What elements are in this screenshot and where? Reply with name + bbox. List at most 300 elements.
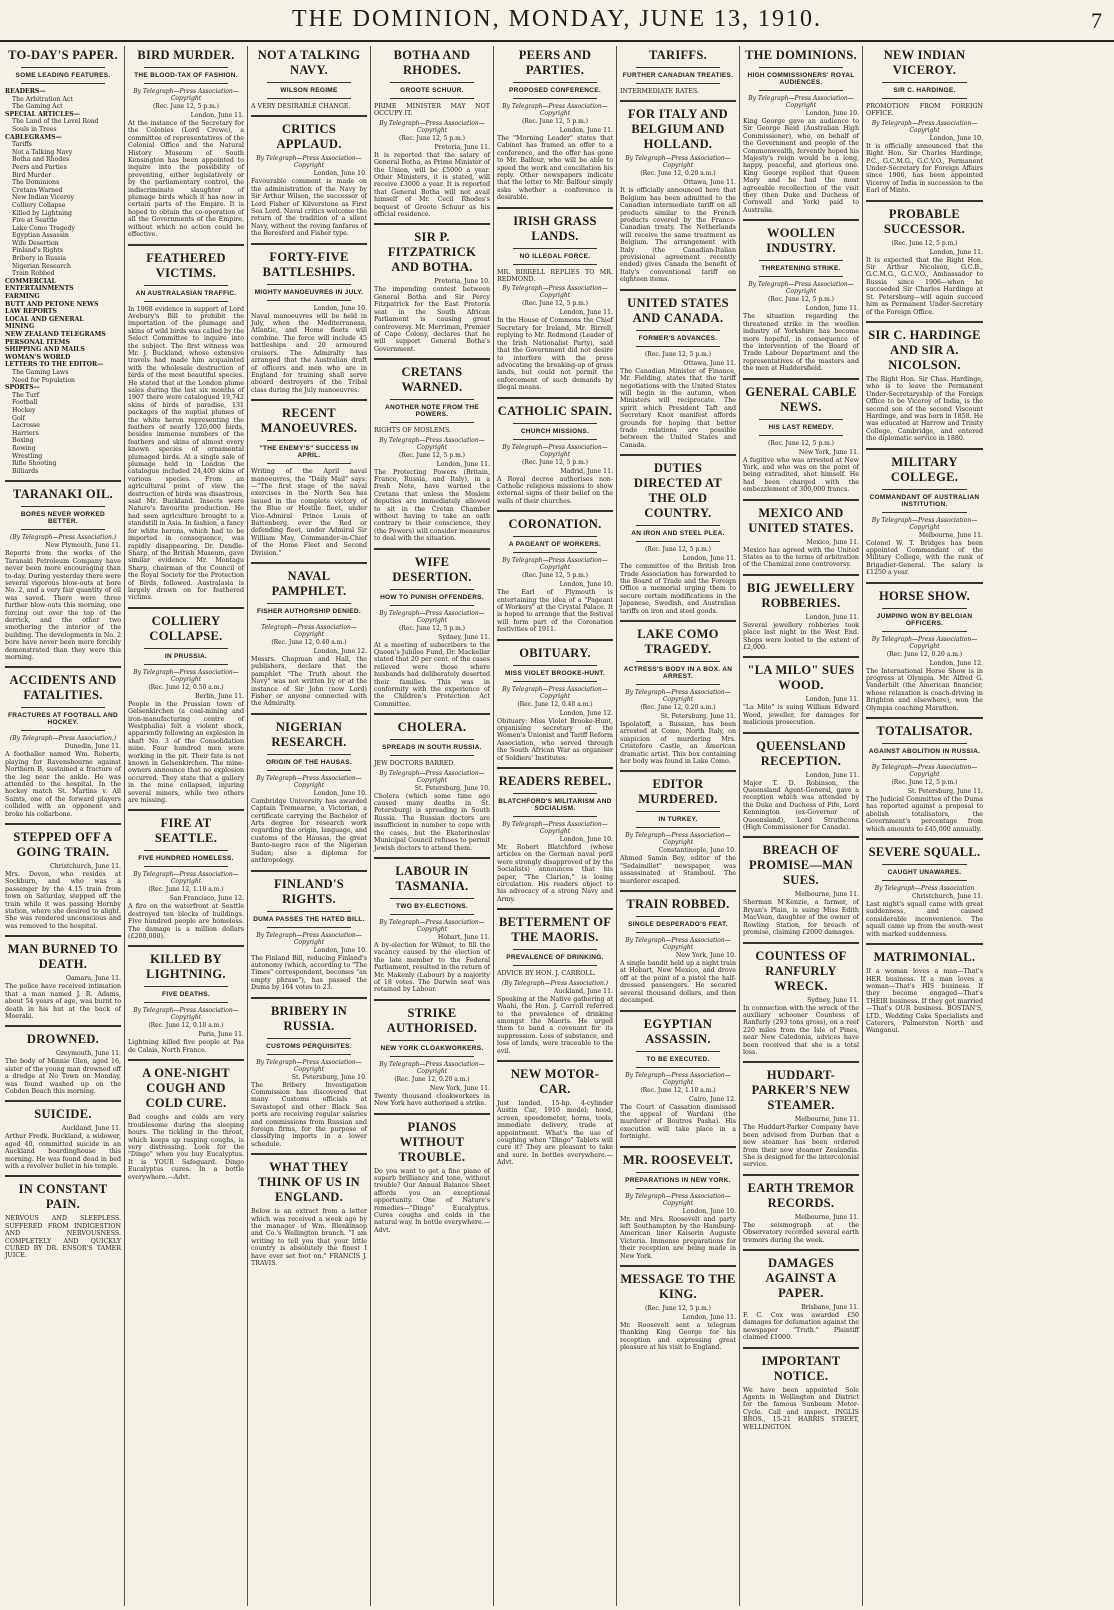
article-body: The body of Minnie Glen, aged 16, sister of the young man drowned off a dredge at No Town on Monday, was found washed up on the Cobden Beach this morning. bbox=[5, 1058, 121, 1095]
divider bbox=[759, 67, 843, 68]
place-date: Auckland, June 11. bbox=[553, 987, 613, 995]
headline: WHAT THEY THINK OF US IN ENGLAND. bbox=[257, 1160, 360, 1205]
headline: BOTHA AND RHODES. bbox=[393, 48, 471, 77]
index-item bbox=[5, 263, 121, 271]
article-body: The impending contest between General Botha and Sir Percy Fitzpatrick for the East Pretoria seat in the South African Parliament is causing great controversy. Mr. Merriman, Premier of Cape Colony, declares that he will support General Botha's Government. bbox=[374, 286, 490, 353]
dateline: Telegraph—Press Association—Copyright bbox=[261, 624, 357, 638]
article bbox=[620, 289, 736, 449]
headline: MEXICO AND UNITED STATES. bbox=[748, 505, 854, 535]
divider bbox=[636, 330, 720, 331]
index-item-label: Need for Population bbox=[12, 376, 76, 384]
index-item bbox=[5, 240, 121, 248]
index-item-label: Egyptian Assassin bbox=[12, 232, 69, 240]
article bbox=[743, 48, 859, 214]
headline: IMPORTANT NOTICE. bbox=[761, 1353, 841, 1383]
subheadline: THREATENING STRIKE. bbox=[761, 265, 841, 273]
index-item-label: Tariffs bbox=[12, 141, 32, 149]
headline: COLLIERY COLLAPSE. bbox=[149, 613, 223, 643]
divider bbox=[144, 1002, 228, 1003]
received-time: (Rec. June 12, 0.40 a.m.) bbox=[271, 639, 347, 646]
headline: PIANOS WITHOUT TROUBLE. bbox=[398, 1119, 466, 1164]
divider bbox=[513, 665, 597, 666]
section-rule bbox=[497, 767, 613, 769]
subheadline: FISHER AUTHORSHIP DENIED. bbox=[257, 608, 361, 615]
received-time: (Rec. June 12, 5 p.m.) bbox=[767, 296, 835, 304]
place-date: Brisbane, June 11. bbox=[801, 1304, 859, 1311]
article bbox=[128, 809, 244, 940]
section-rule bbox=[620, 454, 736, 456]
index-item bbox=[5, 179, 121, 187]
place-date: Paris, June 11. bbox=[198, 1031, 244, 1039]
divider bbox=[267, 603, 351, 604]
headline: A ONE-NIGHT COUGH AND COLD CURE. bbox=[142, 1066, 230, 1111]
section-rule bbox=[374, 999, 490, 1001]
article bbox=[374, 48, 490, 118]
index-item-label: Wife Desertion bbox=[12, 239, 59, 247]
section-rule bbox=[866, 448, 983, 450]
article bbox=[497, 510, 613, 633]
article-body: In the House of Commons the Chief Secretary for Ireland, Mr. Birrell, replying to Mr. Redmond (Leader of the Irish Nationalist Party), said that the Government did not desire to interfere with the press advocating the breaking-up of grass lands, but could not permit the enforcement of such demands by illegal means. bbox=[497, 317, 613, 392]
section-rule bbox=[5, 480, 121, 482]
subheadline: ACTRESS'S BODY IN A BOX. AN ARREST. bbox=[623, 666, 733, 680]
dateline: (By Telegraph—Press Association.) bbox=[9, 735, 117, 743]
index-item-label: Cretans Warned bbox=[12, 186, 63, 194]
divider bbox=[21, 67, 105, 68]
divider bbox=[636, 1188, 720, 1189]
divider bbox=[636, 684, 720, 685]
subheadline: PREVALENCE OF DRINKING. bbox=[506, 954, 604, 962]
article-body: Ahmed Samin Bey, editor of the "Sedaimillet" newspaper, was assassinated at Stamboul. The murderer escaped. bbox=[620, 855, 736, 885]
place-date: London, June 11. bbox=[682, 555, 736, 563]
section-rule bbox=[743, 1347, 859, 1349]
section-rule bbox=[743, 1174, 859, 1176]
section-rule bbox=[251, 115, 367, 117]
index-item bbox=[5, 194, 121, 202]
divider bbox=[882, 864, 967, 865]
article-body: MR. BIRRELL REPLIES TO MR. REDMOND. bbox=[497, 268, 613, 284]
headline: GENERAL CABLE NEWS. bbox=[745, 384, 857, 414]
article-body: It is officially announced that the Right Hon. Sir Charles Hardinge, P.C., G.C.M.G., G.C.V.O., Permanent Under-Secretary for Foreign Affairs since 1906, has been appointed Viceroy of India in succession to the Earl of Minto. bbox=[866, 142, 983, 195]
section-rule bbox=[251, 1153, 367, 1155]
headline: TRAIN ROBBED. bbox=[626, 897, 730, 912]
divider bbox=[882, 759, 967, 760]
headline: FINLAND'S RIGHTS. bbox=[273, 876, 345, 906]
section-rule bbox=[5, 666, 121, 668]
place-date: Mexico, June 11. bbox=[806, 538, 859, 546]
divider bbox=[636, 827, 720, 828]
headline: HORSE SHOW. bbox=[878, 588, 971, 603]
headline: READERS REBEL. bbox=[498, 774, 612, 789]
subheadline: TO BE EXECUTED. bbox=[646, 1055, 710, 1063]
divider bbox=[267, 911, 351, 912]
place-date: London, June 11. bbox=[805, 613, 859, 621]
article bbox=[5, 1175, 121, 1259]
headline: ACCIDENTS AND FATALITIES. bbox=[9, 673, 117, 703]
index-section: BUTT AND PETONE NEWS bbox=[5, 300, 99, 308]
divider bbox=[267, 98, 351, 99]
article-body: RIGHTS OF MOSLEMS. bbox=[374, 427, 452, 435]
subheadline: FORMER'S ADVANCES. bbox=[638, 334, 718, 342]
article bbox=[5, 935, 121, 1020]
divider bbox=[636, 525, 720, 526]
subheadline: AGAINST ABOLITION IN RUSSIA. bbox=[868, 748, 981, 756]
index-section: COMMERCIAL bbox=[5, 277, 56, 285]
section-rule bbox=[866, 200, 983, 202]
index-section: CABLEGRAMS— bbox=[5, 133, 62, 141]
article-body: Twenty thousand cloakworkers in New York have authorised a strike. bbox=[374, 1092, 490, 1108]
headline: TO-DAY'S PAPER. bbox=[8, 48, 118, 62]
index-item-label: Bribery in Russia bbox=[12, 255, 67, 263]
section-rule bbox=[251, 713, 367, 715]
subheadline: A PAGEANT OF WORKERS. bbox=[508, 541, 602, 549]
index-item-label: Fire at Seattle bbox=[12, 217, 58, 225]
divider bbox=[390, 1056, 474, 1057]
article bbox=[743, 732, 859, 832]
divider bbox=[636, 541, 720, 542]
article bbox=[866, 448, 983, 577]
subheadline: "THE ENEMY'S" SUCCESS IN APRIL. bbox=[259, 445, 359, 460]
dateline: By Telegraph—Press Association—Copyright bbox=[502, 821, 608, 836]
section-rule bbox=[866, 943, 983, 945]
article-body: In connection with the wreck of the auxiliary schooner Countess of Ranfurly (293 tons gross), on a reef 220 miles from the Isle of Pines, near New Caledonia, advices have been received that she is a total loss. bbox=[743, 1004, 859, 1056]
article bbox=[620, 770, 736, 885]
index-item bbox=[5, 445, 121, 453]
headline: BETTERMENT OF THE MAORIS. bbox=[498, 915, 612, 945]
index-item-label: Souls in Trees bbox=[12, 125, 57, 133]
article bbox=[497, 397, 613, 506]
divider bbox=[513, 248, 597, 249]
index-item bbox=[5, 225, 121, 233]
subheadline: AN IRON AND STEEL PLEA. bbox=[631, 530, 725, 538]
article bbox=[5, 666, 121, 818]
received-time: (Rec. June 12, 5 p.m.) bbox=[644, 350, 712, 358]
index-item-label: Lake Como Tragedy bbox=[12, 224, 76, 232]
index-item bbox=[5, 369, 121, 377]
divider bbox=[513, 536, 597, 537]
place-date: London, June 10. bbox=[929, 134, 983, 142]
article-body: Naval manoeuvres will be held in July, when the Mediterranean, Atlantic, and Home fleets will combine. The force will include 45 battleships and 20 armoured cruisers. The Admiralty has arranged that the Australian draft of officers and men who are in England for training shall serve aboard destroyers of the Tribal class during the July manoeuvres. bbox=[251, 312, 367, 394]
place-date: London, June 10. bbox=[682, 1207, 736, 1215]
divider bbox=[513, 552, 597, 553]
divider bbox=[636, 932, 720, 933]
dateline: By Telegraph—Press Association—Copyright bbox=[871, 516, 978, 531]
index-item-label: Harriers bbox=[12, 429, 39, 437]
divider bbox=[144, 664, 228, 665]
index-section: SHIPPING AND MAILS bbox=[5, 346, 85, 354]
article bbox=[5, 1025, 121, 1095]
article bbox=[620, 48, 736, 95]
index-section: MINING bbox=[5, 323, 35, 331]
dateline: By Telegraph—Press Association—Copyright bbox=[748, 95, 854, 109]
article-body: JEW DOCTORS BARRED. bbox=[374, 760, 456, 768]
index-item-label: The Arbitration Act bbox=[12, 95, 73, 103]
divider bbox=[390, 898, 474, 899]
divider bbox=[513, 423, 597, 424]
article bbox=[743, 942, 859, 1057]
article bbox=[743, 836, 859, 936]
subheadline: AN AUSTRALASIAN TRAFFIC. bbox=[135, 289, 237, 297]
headline: TOTALISATOR. bbox=[876, 724, 973, 739]
index-item-label: Rowing bbox=[12, 444, 36, 452]
article bbox=[743, 574, 859, 652]
headline: CORONATION. bbox=[508, 517, 602, 532]
index-item-label: The Gaming Act bbox=[12, 103, 63, 111]
article bbox=[128, 48, 244, 239]
index-item-label: Train Robbed bbox=[12, 270, 55, 278]
place-date: London, June 11. bbox=[805, 305, 859, 313]
section-rule bbox=[251, 562, 367, 564]
place-date: Melbourne, June 11. bbox=[794, 1213, 859, 1221]
dateline: By Telegraph—Press Association—Copyright bbox=[748, 281, 854, 296]
headline: MATRIMONIAL. bbox=[873, 950, 976, 965]
place-date: Sydney, June 11. bbox=[807, 996, 859, 1004]
divider bbox=[267, 1038, 351, 1039]
place-date: London, June 10. bbox=[313, 789, 367, 797]
received-time: (Rec. June 12, 5 p.m.) bbox=[891, 779, 958, 787]
headline: BREACH OF PROMISE—MAN SUES. bbox=[749, 843, 853, 888]
headline: BIRD MURDER. bbox=[137, 48, 235, 62]
divider bbox=[882, 631, 967, 632]
divider bbox=[390, 605, 474, 606]
section-rule bbox=[497, 397, 613, 399]
article-body: Speaking at the Native gathering at Waahi, the Hon. J. Carroll referred to the prevalence of drinking amongst the Maoris. He urged them to band a covenant for its suppression. Loss of substance, and loss of lands, were traceable to the evil. bbox=[497, 995, 613, 1055]
headline: NIGERIAN RESEARCH. bbox=[271, 719, 347, 749]
divider bbox=[636, 83, 720, 84]
subheadline: CHURCH MISSIONS. bbox=[520, 427, 590, 435]
column-4 bbox=[371, 46, 494, 1606]
article bbox=[497, 1060, 613, 1167]
index-item-label: The Land of the Level Road bbox=[12, 118, 99, 126]
article bbox=[743, 656, 859, 726]
article-body: Below is an extract from a letter which was received a week ago by the manager of Wm. Blenkinsop and Co.'s Wellington branch. "I am writing to tell you that your little country is absolutely the finest I have ever set foot on." FRANCIS J. TRAVIS. bbox=[251, 1208, 367, 1268]
section-rule bbox=[5, 1100, 121, 1102]
headline: FOR ITALY AND BELGIUM AND HOLLAND. bbox=[628, 107, 728, 152]
place-date: Oamaru, June 11. bbox=[65, 975, 121, 983]
article bbox=[374, 437, 490, 543]
index-item bbox=[5, 460, 121, 468]
divider bbox=[267, 619, 351, 620]
article bbox=[743, 378, 859, 494]
article-body: People in the Prussian town of Gelsenkirchen (a coal-mining and iron-manufacturing centre of Westphalia) felt a violent shock, apparently following an explosion in shaft No. 3 of the Consolidation mine. Four hundred men were working in the pit. Their fate is not known in Gelsenkirchen. The mine-owners announce that no explosion occurred. They state that a gallery in the mine collapsed, injuring several miners, while two others are missing. bbox=[128, 700, 244, 805]
subheadline: ANOTHER NOTE FROM THE POWERS. bbox=[384, 404, 480, 419]
index-item-label: Peers and Parties bbox=[12, 163, 67, 171]
section-rule bbox=[743, 574, 859, 576]
dateline: By Telegraph—Press Association—Copyright bbox=[256, 1058, 362, 1073]
index-section: SPORTS— bbox=[5, 384, 40, 392]
headline: LAKE COMO TRAGEDY. bbox=[637, 627, 719, 656]
place-date: Auckland, June 11. bbox=[61, 1125, 121, 1133]
article bbox=[866, 717, 983, 833]
article-body: Mr. Roosevelt sent a telegram thanking King George for his reception and expressing great pleasure at his visit to England. bbox=[620, 1321, 736, 1352]
article bbox=[5, 823, 121, 930]
subheadline: IN TURKEY. bbox=[658, 816, 698, 824]
divider bbox=[390, 399, 474, 400]
article-body: A Royal decree authorises non-Catholic religious missions to show external signs of their belief on the walls of their churches. bbox=[497, 475, 613, 505]
divider bbox=[882, 98, 967, 99]
divider bbox=[636, 67, 720, 68]
divider bbox=[759, 90, 843, 91]
divider bbox=[390, 98, 474, 99]
index-item bbox=[5, 118, 121, 126]
headline: "LA MILO" SUES WOOD. bbox=[747, 663, 855, 693]
contents-index bbox=[5, 88, 121, 475]
divider bbox=[513, 439, 597, 440]
received-time: (Rec. June 12, 1.10 a.m.) bbox=[640, 1086, 716, 1094]
section-rule bbox=[743, 1061, 859, 1063]
article bbox=[251, 1153, 367, 1267]
article-body: The Finland Bill, reducing Finland's autonomy (which, according to "The Times" correspondent, becomes "an empty phrase"), has passed the Duma by 164 votes to 23. bbox=[251, 954, 367, 992]
headline: NEW INDIAN VICEROY. bbox=[883, 48, 966, 77]
section-rule bbox=[251, 399, 367, 401]
place-date: St. Petersburg, June 11. bbox=[660, 713, 736, 720]
dateline: By Telegraph—Press Association—Copyright bbox=[133, 1007, 239, 1022]
headline: PEERS AND PARTIES. bbox=[518, 48, 592, 77]
received-time: (Rec. June 12, 5 p.m.) bbox=[644, 546, 712, 554]
index-section: PERSONAL ITEMS bbox=[5, 338, 70, 346]
subheadline: SOME LEADING FEATURES. bbox=[15, 72, 111, 79]
place-date: Pretoria, June 10. bbox=[434, 278, 490, 286]
headline: KILLED BY LIGHTNING. bbox=[146, 952, 226, 982]
article bbox=[374, 857, 490, 994]
received-time: (Rec. June 12, 0.50 a.m.) bbox=[148, 683, 224, 691]
article bbox=[374, 770, 490, 852]
article-body: A fire on the waterfront at Seattle destroyed ten blocks of buildings. Five hundred people are homeless. The damage is a million dollars (£200,000). bbox=[128, 903, 244, 941]
subheadline: SINGLE DESPERADO'S FEAT. bbox=[628, 921, 728, 929]
divider bbox=[21, 506, 105, 507]
index-item-label: Hockey bbox=[12, 406, 36, 414]
received-time: (Rec. June 12, 0.20 a.m.) bbox=[886, 650, 963, 658]
dateline: By Telegraph—Press Association—Copyright bbox=[256, 931, 362, 946]
divider bbox=[144, 866, 228, 867]
headline: EDITOR MURDERED. bbox=[638, 777, 718, 807]
subheadline: HIGH COMMISSIONERS' ROYAL AUDIENCES. bbox=[747, 72, 855, 86]
index-item-label: Lacrosse bbox=[12, 422, 40, 430]
place-date: London, June 11. bbox=[436, 460, 490, 468]
received-time: (Rec. June 12, 5 p.m.) bbox=[152, 103, 220, 110]
article bbox=[251, 243, 367, 394]
index-item bbox=[5, 149, 121, 157]
article-body: King George gave an audience to Sir George Reid (Australian High Commissioner), who, on behalf of the Government and people of the Commonwealth, fervently hoped his Majesty's reign would be a long, happy, peaceful, and glorious one. King George replied that Queen Mary and he had the most agreeable recollection of the visit they (then Duke and Duchess of Cornwall and York) paid to Australia. bbox=[743, 118, 859, 214]
section-rule bbox=[620, 100, 736, 102]
article bbox=[374, 1113, 490, 1235]
dateline: (By Telegraph—Press Association.) bbox=[9, 534, 117, 542]
article-body: The Earl of Plymouth is entertaining the idea of a "Pageant of Workers" at the Crystal Palace. It is hoped to arrange that the festival will form part of the Coronation festivities of 1911. bbox=[497, 589, 613, 634]
section-rule bbox=[620, 620, 736, 622]
headline: BRIBERY IN RUSSIA. bbox=[270, 1003, 348, 1033]
received-time: (Rec. June 12, 5 p.m.) bbox=[398, 451, 466, 459]
section-rule bbox=[866, 321, 983, 323]
subheadline: TWO BY-ELECTIONS. bbox=[396, 902, 468, 910]
section-rule bbox=[866, 838, 983, 840]
divider bbox=[267, 82, 351, 83]
place-date: London, June 10. bbox=[559, 836, 613, 844]
article bbox=[866, 200, 983, 316]
place-date: Pretoria, June 11. bbox=[434, 143, 490, 151]
index-item bbox=[5, 210, 121, 218]
place-date: Berlin, June 11. bbox=[195, 692, 244, 700]
index-item bbox=[5, 468, 121, 476]
divider bbox=[636, 346, 720, 347]
received-time: (Rec. June 12, 5 p.m.) bbox=[891, 239, 958, 247]
divider bbox=[513, 816, 597, 817]
divider bbox=[21, 83, 105, 84]
place-date: London, June 10. bbox=[313, 170, 367, 178]
section-rule bbox=[866, 717, 983, 719]
article bbox=[620, 1265, 736, 1352]
article bbox=[866, 838, 983, 938]
article-body: Sherman M'Kenzie, a farmer, of Bryan's Plain, is suing Miss Edith MacVean, daughter of the owner of Rowling Station, for breach of promise, claiming £2000 damages. bbox=[743, 899, 859, 937]
index-item bbox=[5, 392, 121, 400]
place-date: London, June 10. bbox=[805, 110, 859, 117]
article-body: The committee of the British Iron Trade Association has forwarded to the Board of Trade and the Foreign Office a memorial urging them to secure certain modifications in the Japanese, Swedish, and Australian tariffs on iron and steel goods. bbox=[620, 563, 736, 615]
received-time: (Rec. June 12, 5 p.m.) bbox=[398, 134, 466, 142]
dateline: (By Telegraph—Press Association.) bbox=[501, 979, 609, 987]
headline: THE DOMINIONS. bbox=[745, 48, 857, 62]
dateline: By Telegraph—Press Association—Copyright bbox=[133, 88, 239, 102]
headline: BIG JEWELLERY ROBBERIES. bbox=[746, 580, 855, 610]
section-rule bbox=[5, 823, 121, 825]
divider bbox=[759, 260, 843, 261]
index-section: READERS— bbox=[5, 88, 46, 95]
page-number: 7 bbox=[1091, 8, 1102, 33]
column-6 bbox=[617, 46, 740, 1606]
article bbox=[743, 499, 859, 569]
headline: EARTH TREMOR RECORDS. bbox=[747, 1180, 855, 1210]
divider bbox=[513, 82, 597, 83]
section-rule bbox=[743, 499, 859, 501]
column-8 bbox=[863, 46, 986, 1606]
place-date: Hobart, June 11. bbox=[437, 933, 490, 941]
article bbox=[251, 399, 367, 557]
dateline: By Telegraph—Press Association—Copyright bbox=[379, 436, 485, 451]
section-rule bbox=[743, 378, 859, 380]
place-date: Ottawa, June 11. bbox=[683, 179, 736, 187]
masthead bbox=[0, 0, 1114, 42]
received-time: (Rec. June 12, 1.10 a.m.) bbox=[148, 886, 224, 894]
section-rule bbox=[497, 908, 613, 910]
article bbox=[620, 1010, 736, 1141]
divider bbox=[636, 811, 720, 812]
section-rule bbox=[374, 548, 490, 550]
article bbox=[620, 454, 736, 615]
article bbox=[497, 207, 613, 284]
section-rule bbox=[5, 1025, 121, 1027]
place-date: Melbourne, June 11. bbox=[794, 891, 859, 899]
index-item-label: The Turf bbox=[12, 391, 40, 399]
divider bbox=[390, 914, 474, 915]
index-item bbox=[5, 217, 121, 225]
headline: SUICIDE. bbox=[34, 1107, 92, 1122]
article bbox=[497, 980, 613, 1055]
index-item bbox=[5, 407, 121, 415]
section-rule bbox=[620, 289, 736, 291]
divider bbox=[513, 965, 597, 966]
section-rule bbox=[497, 639, 613, 641]
subheadline: MIGHTY MANOEUVRES IN JULY. bbox=[254, 288, 364, 296]
article bbox=[5, 480, 121, 661]
article-body: We have been appointed Sole Agents in Wellington and District for the famous Sunbeam Motor-Cycle. Call and inspect. INGLIS BROS., 15-21 HARRIS STREET, WELLINGTON. bbox=[743, 1386, 859, 1431]
column-1 bbox=[2, 46, 125, 1606]
article-body: It is officially announced here that Belgium has been admitted to the Canadian intermediate tariff on all products similar to the French products covered by the Franco-Canadian treaty. The Netherlands will receive the same treatment as Belgium. The arrangement with Italy (the Canadian-Italian provisional agreement recently ended) gives Canada the benefit of Italy's conventional tariff on eighteen items. bbox=[620, 187, 736, 284]
article-body: Mr. Robert Blatchford (whose articles on the German naval peril were strongly disapproved of by the Socialists) announces that his paper, "The Clarion," is losing circulation. His readers object to his advocacy of a strong Navy and Army. bbox=[497, 844, 613, 903]
dateline: By Telegraph—Press Association—Copyright bbox=[379, 1060, 485, 1075]
divider bbox=[144, 850, 228, 851]
place-date: Constantinople, June 10. bbox=[658, 847, 736, 855]
section-rule bbox=[374, 358, 490, 360]
place-date: London, June 12. bbox=[929, 659, 983, 667]
place-date: Christchurch, June 11. bbox=[911, 893, 983, 901]
article bbox=[251, 870, 367, 992]
